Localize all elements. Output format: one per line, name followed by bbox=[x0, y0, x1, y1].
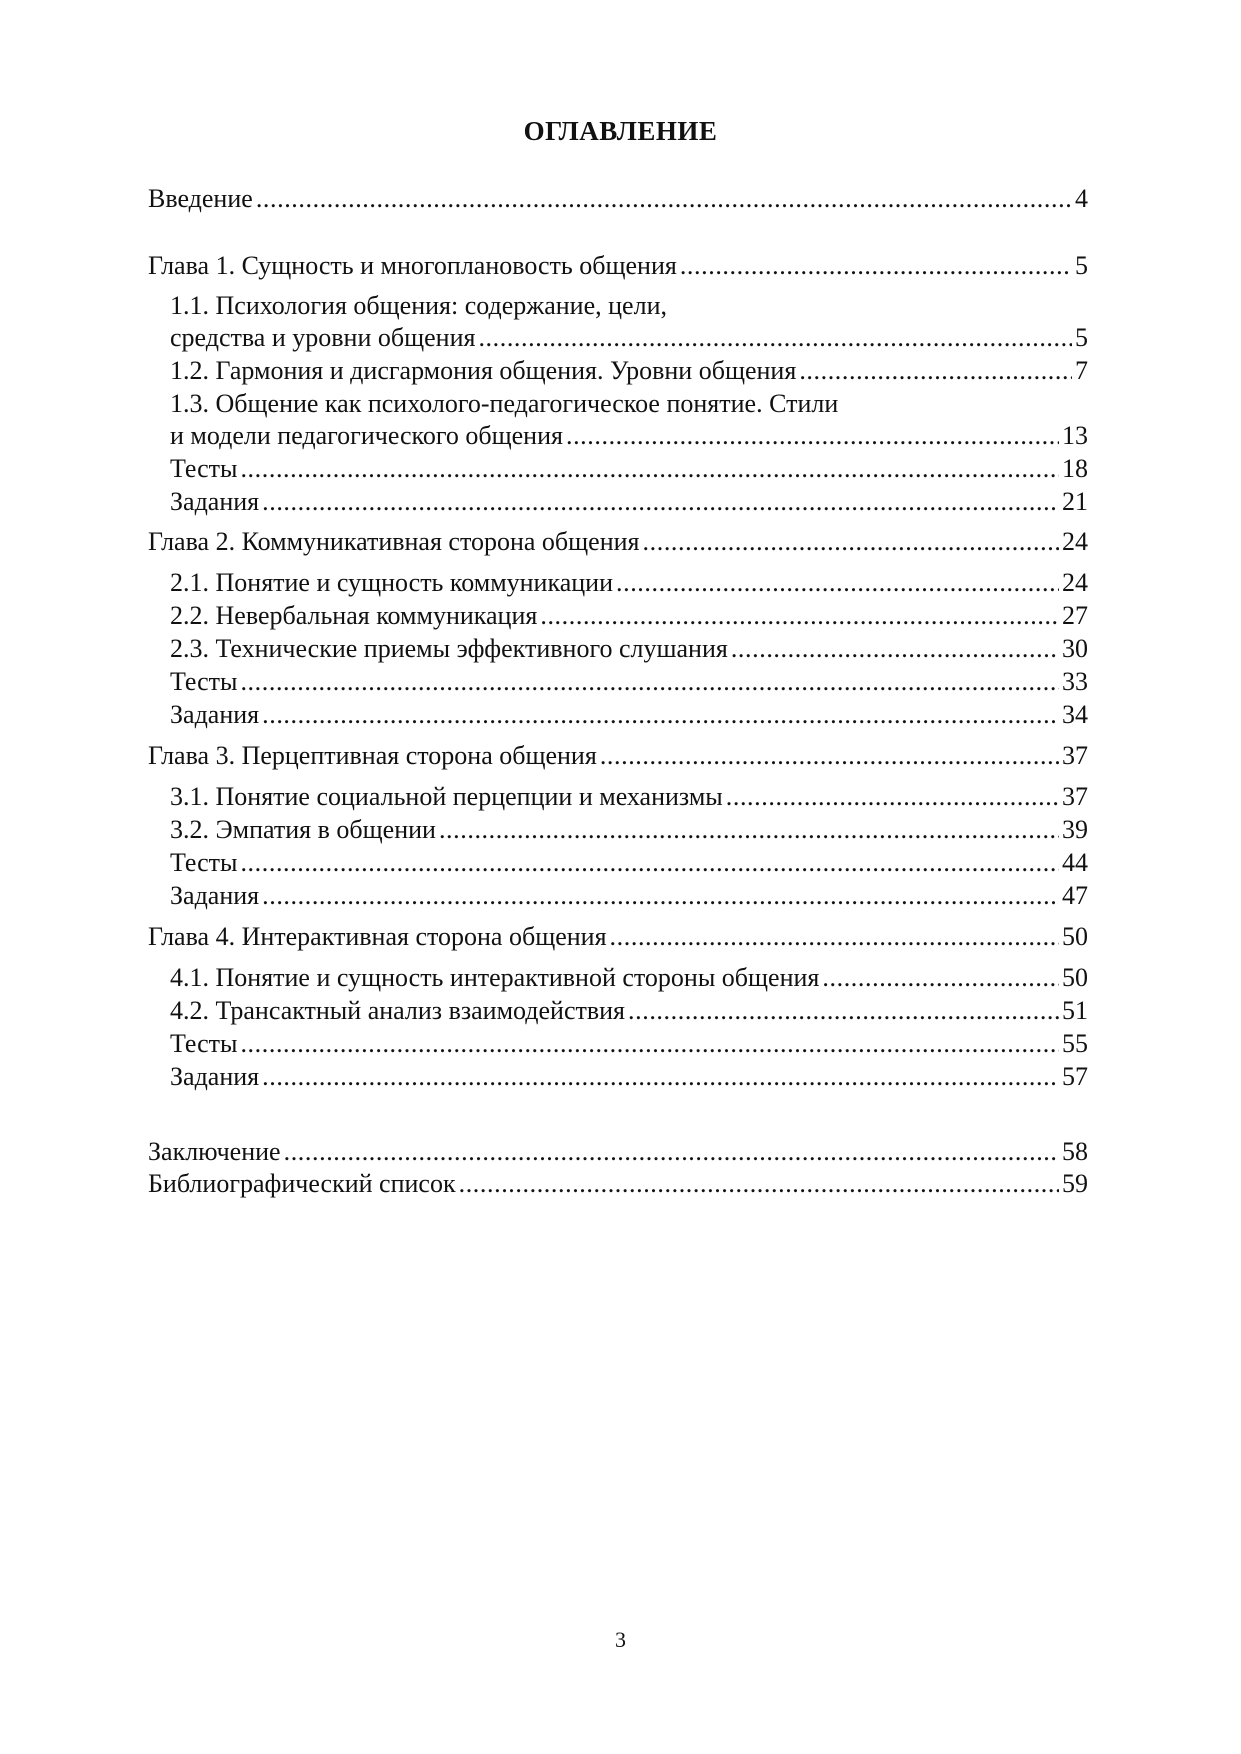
toc-entry-1-2[interactable] bbox=[170, 355, 1088, 387]
toc-page: 39 bbox=[1062, 815, 1088, 844]
toc-label: Тесты bbox=[170, 667, 238, 696]
toc-page: 50 bbox=[1062, 963, 1088, 992]
dot-leader bbox=[600, 740, 1059, 772]
toc-label: Тесты bbox=[170, 454, 238, 483]
dot-leader bbox=[726, 781, 1059, 813]
toc-label: Глава 2. Коммуникативная сторона общения bbox=[148, 527, 640, 556]
toc-label: средства и уровни общения bbox=[170, 323, 476, 352]
toc-label: 3.2. Эмпатия в общении bbox=[170, 815, 436, 844]
toc-entry-4-1[interactable] bbox=[170, 962, 1088, 994]
toc-page: 50 bbox=[1062, 922, 1088, 951]
toc-label: 3.1. Понятие социальной перцепции и механизмы bbox=[170, 782, 723, 811]
dot-leader bbox=[610, 921, 1059, 953]
dot-leader bbox=[478, 322, 1072, 354]
toc-label: 1.2. Гармония и дисгармония общения. Уровни общения bbox=[170, 356, 797, 385]
toc-label: и модели педагогического общения bbox=[170, 421, 563, 450]
toc-label: 2.1. Понятие и сущность коммуникации bbox=[170, 568, 613, 597]
toc-entry-3-1[interactable] bbox=[170, 781, 1088, 813]
dot-leader bbox=[643, 526, 1059, 558]
toc-page: 13 bbox=[1062, 421, 1088, 450]
toc-page: 37 bbox=[1062, 741, 1088, 770]
dot-leader bbox=[262, 486, 1059, 518]
toc-page: 33 bbox=[1062, 667, 1088, 696]
dot-leader bbox=[240, 666, 1059, 698]
toc-entry-2-tests[interactable] bbox=[170, 666, 1088, 698]
toc-page: 44 bbox=[1062, 848, 1088, 877]
toc-entry-chapter-3[interactable] bbox=[148, 740, 1088, 772]
toc-page: 55 bbox=[1062, 1029, 1088, 1058]
toc-entry-2-2[interactable] bbox=[170, 600, 1088, 632]
toc-page: 51 bbox=[1062, 996, 1088, 1025]
toc-label: Задания bbox=[170, 881, 260, 910]
toc-entry-4-2[interactable] bbox=[170, 995, 1088, 1027]
toc-label: 4.2. Трансактный анализ взаимодействия bbox=[170, 996, 626, 1025]
toc-entry-1-3[interactable] bbox=[170, 420, 1088, 452]
toc-entry-1-1[interactable] bbox=[170, 322, 1088, 354]
toc-page: 59 bbox=[1062, 1169, 1088, 1198]
toc-label: Задания bbox=[170, 700, 260, 729]
toc-page: 37 bbox=[1062, 782, 1088, 811]
toc-label: 2.2. Невербальная коммуникация bbox=[170, 601, 538, 630]
dot-leader bbox=[240, 1028, 1059, 1060]
dot-leader bbox=[439, 814, 1059, 846]
toc-entry-bibliography[interactable] bbox=[148, 1168, 1088, 1200]
toc-entry-2-3[interactable] bbox=[170, 633, 1088, 665]
toc-entry-3-tasks[interactable] bbox=[170, 880, 1088, 912]
toc-page: 21 bbox=[1062, 487, 1088, 516]
toc-label: Заключение bbox=[148, 1137, 281, 1166]
toc-label: Глава 3. Перцептивная сторона общения bbox=[148, 741, 597, 770]
toc-entry-intro[interactable] bbox=[148, 183, 1088, 215]
dot-leader bbox=[262, 880, 1059, 912]
toc-label: Задания bbox=[170, 487, 260, 516]
toc-entry-chapter-4[interactable] bbox=[148, 921, 1088, 953]
dot-leader bbox=[262, 1061, 1059, 1093]
dot-leader bbox=[822, 962, 1059, 994]
toc-entry-conclusion[interactable] bbox=[148, 1136, 1088, 1168]
dot-leader bbox=[616, 567, 1059, 599]
toc-page: 24 bbox=[1062, 527, 1088, 556]
dot-leader bbox=[540, 600, 1059, 632]
toc-page: 4 bbox=[1075, 184, 1088, 213]
toc-page: 34 bbox=[1062, 700, 1088, 729]
toc-entry-1-3-line1[interactable]: 1.3. Общение как психолого-педагогическое понятие. Стили bbox=[170, 389, 839, 418]
toc-page: 7 bbox=[1075, 356, 1088, 385]
toc-entry-1-tasks[interactable] bbox=[170, 486, 1088, 518]
toc-label: Тесты bbox=[170, 1029, 238, 1058]
toc-entry-3-2[interactable] bbox=[170, 814, 1088, 846]
toc-label: Глава 4. Интерактивная сторона общения bbox=[148, 922, 607, 951]
dot-leader bbox=[731, 633, 1059, 665]
dot-leader bbox=[566, 420, 1059, 452]
dot-leader bbox=[240, 847, 1059, 879]
dot-leader bbox=[628, 995, 1059, 1027]
toc-page: 47 bbox=[1062, 881, 1088, 910]
page-title: ОГЛАВЛЕНИЕ bbox=[523, 116, 718, 146]
toc-label: Тесты bbox=[170, 848, 238, 877]
toc-page: 57 bbox=[1062, 1062, 1088, 1091]
toc-entry-1-tests[interactable] bbox=[170, 453, 1088, 485]
toc-page: 18 bbox=[1062, 454, 1088, 483]
toc-label: Введение bbox=[148, 184, 253, 213]
toc-entry-chapter-2[interactable] bbox=[148, 526, 1088, 558]
toc-entry-3-tests[interactable] bbox=[170, 847, 1088, 879]
toc-entry-1-1-line1[interactable]: 1.1. Психология общения: содержание, цели, bbox=[170, 291, 667, 320]
toc-page: 27 bbox=[1062, 601, 1088, 630]
dot-leader bbox=[680, 250, 1072, 282]
toc-entry-4-tests[interactable] bbox=[170, 1028, 1088, 1060]
toc-page: 5 bbox=[1075, 323, 1088, 352]
dot-leader bbox=[262, 699, 1059, 731]
toc-page: 30 bbox=[1062, 634, 1088, 663]
toc-label: Библиографический список bbox=[148, 1169, 456, 1198]
dot-leader bbox=[240, 453, 1059, 485]
dot-leader bbox=[799, 355, 1072, 387]
toc-entry-chapter-1[interactable] bbox=[148, 250, 1088, 282]
dot-leader bbox=[459, 1168, 1059, 1200]
toc-page: 5 bbox=[1075, 251, 1088, 280]
page-number: 3 bbox=[615, 1627, 626, 1652]
toc-page: 24 bbox=[1062, 568, 1088, 597]
toc-label: 2.3. Технические приемы эффективного слушания bbox=[170, 634, 728, 663]
toc-label: 4.1. Понятие и сущность интерактивной стороны общения bbox=[170, 963, 820, 992]
toc-entry-2-1[interactable] bbox=[170, 567, 1088, 599]
toc-label: Глава 1. Сущность и многоплановость общения bbox=[148, 251, 677, 280]
toc-entry-4-tasks[interactable] bbox=[170, 1061, 1088, 1093]
dot-leader bbox=[256, 183, 1072, 215]
dot-leader bbox=[284, 1136, 1059, 1168]
toc-entry-2-tasks[interactable] bbox=[170, 699, 1088, 731]
toc-label: Задания bbox=[170, 1062, 260, 1091]
toc-page: 58 bbox=[1062, 1137, 1088, 1166]
